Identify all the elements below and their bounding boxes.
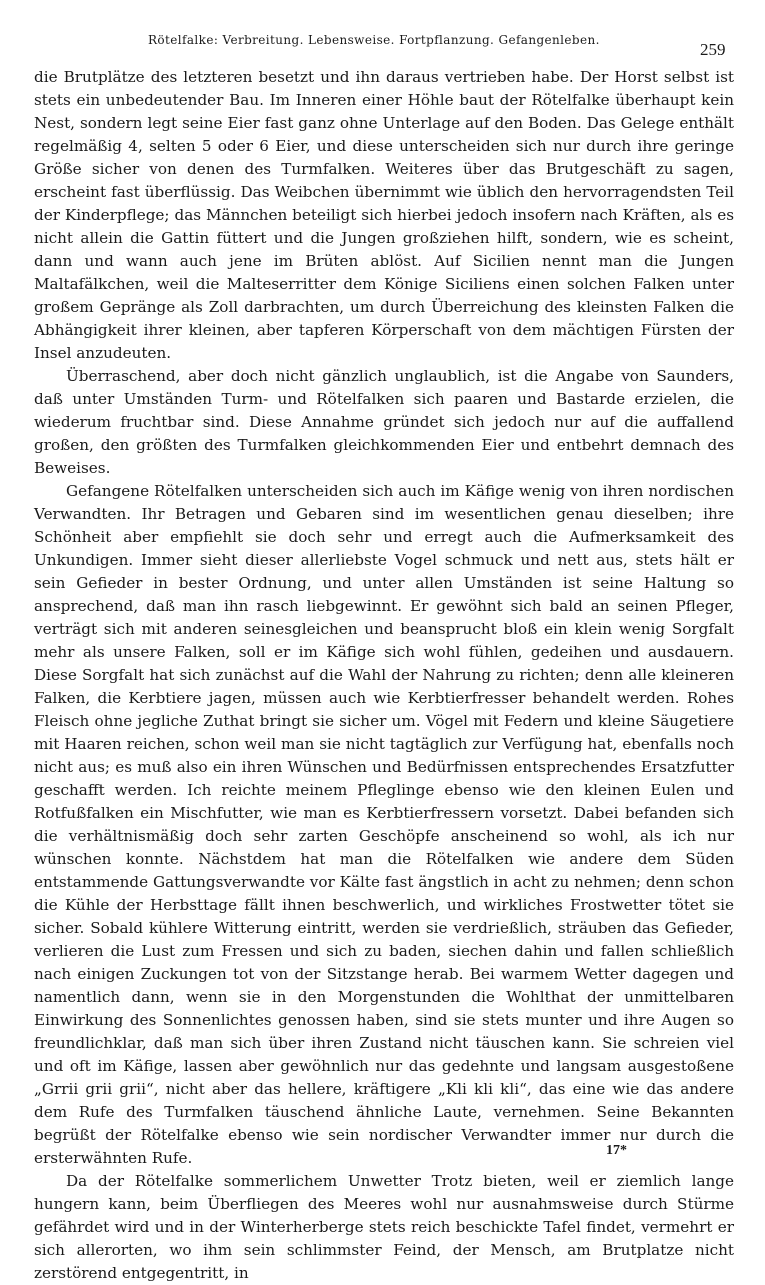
paragraph-saunders: Überraschend, aber doch nicht gänzlich unglaublich, ist die Angabe von Saunders, daß unter Umständen Turm- und Rötelfalken sich paaren und Bastarde erzielen, die wiederum fruchtbar sind. Diese Annahme gründet sich jedoch nur auf die auffallend großen, den größten des Turmfalken gleichkommenden Eier und entbehrt demnach des Beweises. [34,367,734,477]
signature-mark: 17* [606,1143,627,1158]
running-head: Rötelfalke: Verbreitung. Lebensweise. Fortpflanzung. Gefangenleben. [148,33,600,47]
page-number: 259 [700,40,726,59]
paragraph-captivity: Gefangene Rötelfalken unterscheiden sich auch im Käfige wenig von ihren nordischen Verwandten. Ihr Betragen und Gebaren sind im wesentlichen genau dieselben; ihre Schönheit aber empfiehlt sie doch sehr und erregt auch die Aufmerksamkeit des Unkundigen. Immer sieht dieser allerliebste Vogel schmuck und nett aus, stets hält er sein Gefieder in bester Ordnung, und unter allen Umständen ist seine Haltung so ansprechend, daß man ihn rasch liebgewinnt. Er gewöhnt sich bald an seinen Pfleger, verträgt sich mit anderen seinesgleichen und beansprucht bloß ein klein wenig Sorgfalt mehr als unsere Falken, soll er im Käfige sich wohl fühlen, gedeihen und ausdauern. Diese Sorgfalt hat sich zunächst auf die Wahl der Nahrung zu richten; denn alle kleineren Falken, die Kerbtiere jagen, müssen auch wie Kerbtierfresser behandelt werden. Rohes Fleisch ohne jegliche Zuthat bringt sie sicher um. Vögel mit Federn und kleine Säugetiere mit Haaren reichen, schon weil man sie nicht tagtäglich zur Verfügung hat, ebenfalls noch nicht aus; es muß also ein ihren Wünschen und Bedürfnissen entsprechendes Ersatzfutter geschafft werden. Ich reichte meinem Pfleglinge ebenso wie den kleinen Eulen und Rotfußfalken ein Mischfutter, wie man es Kerbtierfressern vorsetzt. Dabei befanden sich die verhältnismäßig doch sehr zarten Geschöpfe anscheinend so wohl, als ich nur wünschen konnte. Nächstdem hat man die Rötelfalken wie andere dem Süden entstammende Gattungsverwandte vor Kälte fast ängstlich in acht zu nehmen; denn schon die Kühle der Herbsttage fällt ihnen beschwerlich, und wirkliches Frostwetter tötet sie sicher. Sobald kühlere Witterung eintritt, werden sie verdrießlich, sträuben das Gefieder, verlieren die Lust zum Fressen und sich zu baden, siechen dahin und fallen schließlich nach einigen Zuckungen tot von der Sitzstange herab. Bei warmem Wetter dagegen und namentlich dann, wenn sie in den Morgenstunden die Wohlthat der unmittelbaren Einwirkung des Sonnenlichtes genossen haben, sind sie stets munter und ihre Augen so freundlichklar, daß man sich über ihren Zustand nicht täuschen kann. Sie schreien viel und oft im Käfige, lassen aber gewöhnlich nur das gedehnte und langsam ausgestoßene „Grrii grii grii“, nicht aber das hellere, kräftigere „Kli kli kli“, das eine wie das andere dem Rufe des Turmfalken täuschend ähnliche Laute, vernehmen. Seine Bekannten begrüßt der Rötelfalke ebenso wie sein nordischer Verwandter immer nur durch die ersterwähnten Rufe. [34,482,734,1167]
paragraph-increase: Da der Rötelfalke sommerlichem Unwetter Trotz bieten, weil er ziemlich lange hungern kann, beim Überfliegen des Meeres wohl nur ausnahmsweise durch Stürme gefährdet wird und in der Winterherberge stets reich beschickte Tafel findet, vermehrt er sich allerorten, wo ihm sein schlimmster Feind, der Mensch, am Brutplatze nicht zerstörend entgegentritt, in [34,1172,734,1282]
paragraph-continued: die Brutplätze des letzteren besetzt und ihn daraus vertrieben habe. Der Horst selbst ist stets ein unbedeutender Bau. Im Inneren einer Höhle baut der Rötelfalke überhaupt kein Nest, sondern legt seine Eier fast ganz ohne Unterlage auf den Boden. Das Gelege enthält regelmäßig 4, selten 5 oder 6 Eier, und diese unterscheiden sich nur durch ihre geringe Größe sicher von denen des Turmfalken. Weiteres über das Brutgeschäft zu sagen, erscheint fast überflüssig. Das Weibchen übernimmt wie üblich den hervorragendsten Teil der Kinderpflege; das Männchen beteiligt sich hierbei jedoch insofern nach Kräften, als es nicht allein die Gattin füttert und die Jungen großziehen hilft, sondern, wie es scheint, dann und wann auch jene im Brüten ablöst. Auf Sicilien nennt man die Jungen Maltafälkchen, weil die Malteserritter dem Könige Siciliens einen solchen Falken unter großem Gepränge als Zoll darbrachten, um durch Überreichung des kleinsten Falken die Abhängigkeit ihrer kleinen, aber tapferen Körperschaft von dem mächtigen Fürsten der Insel anzudeuten. [34,68,734,362]
body-text [34,66,734,1285]
